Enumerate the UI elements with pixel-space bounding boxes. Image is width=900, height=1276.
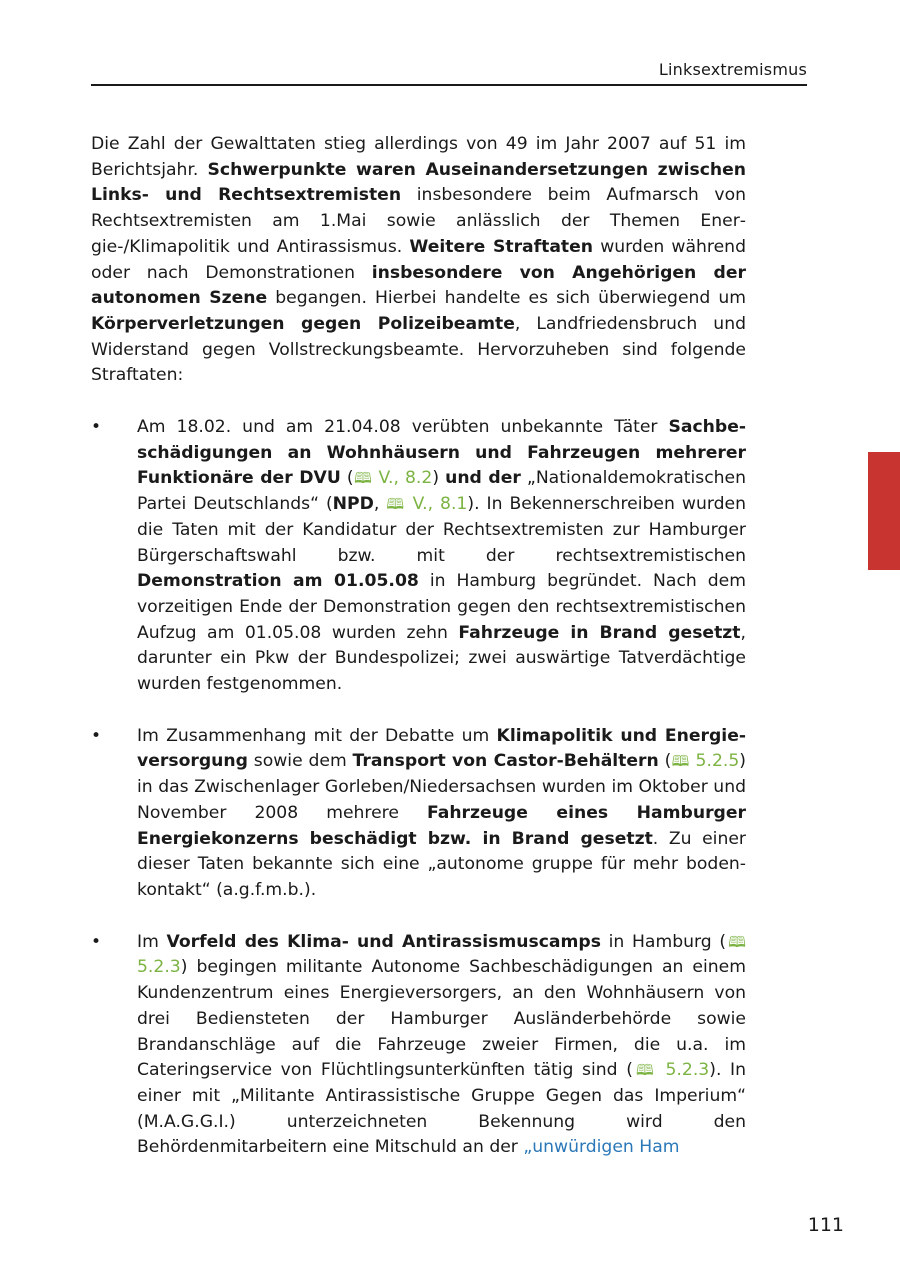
list-item-text: Im Zusammenhang mit der Debatte um Klimapolitik und Energieversorgung sowie dem Transport von Castor-Behältern (🕮 5.2.5) in das Zwischenlager Gorleben/Niedersachsen wurden im Oktober und November 2008 mehrere Fahrzeuge eines Hamburger Energiekonzerns beschädigt bzw. in Brand gesetzt. Zu einer dieser Taten bekannte sich eine „autonome gruppe für mehr bodenkontakt“ (a.g.f.m.b.). xyxy=(137,725,746,900)
emphasis-text: Klimapolitik und Energieversorgung xyxy=(137,725,746,772)
body-text xyxy=(91,132,746,1187)
inline-link[interactable]: „unwürdigen Ham xyxy=(523,1137,680,1158)
emphasis-text: Sachbeschädigungen an Wohnhäusern und Fahrzeugen mehrerer Funktionäre der DVU xyxy=(137,417,746,489)
list-item xyxy=(91,930,746,1161)
book-icon: 🕮 xyxy=(386,495,406,514)
book-icon: 🕮 xyxy=(353,469,373,488)
book-icon: 🕮 xyxy=(671,752,690,771)
emphasis-text: NPD xyxy=(332,494,374,515)
list-item xyxy=(91,724,746,904)
book-icon: 🕮 xyxy=(632,1061,657,1080)
emphasis-text: insbesondere von Angehörigen der autonomen Szene xyxy=(91,262,746,309)
emphasis-text: Körperverletzungen gegen Polizeibeamte xyxy=(91,313,515,334)
intro-paragraph: Die Zahl der Gewalttaten stieg allerdings von 49 im Jahr 2007 auf 51 im Berichtsjahr. Schwerpunkte waren Auseinandersetzungen zwischen Links- und Rechtsextremisten insbesondere beim Aufmarsch von Rechtsextremisten am 1.Mai sowie anlässlich der Themen Energie-/Klimapolitik und Antirassismus. Weitere Straftaten wurden während oder nach Demonstrationen insbesondere von Angehörigen der autonomen Szene begangen. Hierbei handelte es sich überwiegend um Körperverletzungen gegen Polizeibeamte, Landfriedensbruch und Widerstand gegen Vollstreckungsbeamte. Hervorzuheben sind folgende Straftaten: xyxy=(91,134,747,386)
emphasis-text: Fahrzeuge in Brand gesetzt xyxy=(458,622,741,643)
cross-reference-text: 5.2.5 xyxy=(689,751,740,772)
emphasis-text: Vorfeld des Klima- und Antirassismuscamps xyxy=(166,931,601,952)
emphasis-text: und der xyxy=(445,468,521,489)
list-item xyxy=(91,415,746,698)
bullet-icon: • xyxy=(91,931,102,952)
page-number: 111 xyxy=(807,1214,844,1236)
list-item-text: Im Vorfeld des Klima- und Antirassismuscamps in Hamburg (🕮 5.2.3) begingen militante Autonome Sachbeschädigungen an einem Kundenzentrum eines Energieversorgers, an den Wohnhäusern von drei Bediensteten der Hamburger Ausländerbehörde sowie Brandanschläge auf die Fahrzeuge zweier Firmen, die u.a. im Cateringservice von Flüchtlingsunterkünften tätig sind (🕮 5.2.3). In einer mit „Militante Antirassistische Gruppe Gegen das Imperium“ (M.A.G.G.I.) unterzeichneten Bekennung wird den Behördenmitarbeitern eine Mitschuld an der „unwürdigen Ham xyxy=(137,931,746,1158)
bullet-icon: • xyxy=(91,417,102,438)
emphasis-text: Demonstration am 01.05.08 xyxy=(137,571,419,592)
chapter-tab-marker xyxy=(868,452,900,570)
header-rule xyxy=(91,84,807,86)
section-title: Linksextremismus xyxy=(658,60,807,79)
cross-reference-text: V., 8.1 xyxy=(405,494,468,515)
emphasis-text: Weitere Straftaten xyxy=(409,236,594,257)
list-item-text: Am 18.02. und am 21.04.08 verübten unbekannte Täter Sachbeschädigungen an Wohnhäusern und Fahrzeugen mehrerer Funktionäre der DVU (🕮 V., 8.2) und der „Nationaldemokratischen Partei Deutschlands“ (NPD, 🕮 V., 8.1). In Bekennerschreiben wurden die Taten mit der Kandidatur der Rechtsextremisten zur Hamburger Bürgerschaftswahl bzw. mit der rechtsextremistischen Demonstration am 01.05.08 in Hamburg begründet. Nach dem vorzeitigen Ende der Demonstration gegen den rechtsextremistischen Aufzug am 01.05.08 wurden zehn Fahrzeuge in Brand gesetzt, darunter ein Pkw der Bundespolizei; zwei auswärtige Tatverdächtige wurden festgenommen. xyxy=(137,417,747,695)
running-header xyxy=(91,60,807,79)
cross-reference-link[interactable] xyxy=(386,494,467,514)
cross-reference-link[interactable] xyxy=(633,1060,709,1080)
cross-reference-link[interactable] xyxy=(671,751,739,771)
book-icon: 🕮 xyxy=(726,932,746,951)
cross-reference-text: 5.2.3 xyxy=(656,1060,710,1081)
emphasis-text: Schwerpunkte waren Auseinandersetzungen zwischen Links- und Rechtsextremisten xyxy=(91,159,747,206)
emphasis-text: Transport von Castor-Behältern xyxy=(352,751,659,772)
cross-reference-text: 5.2.3 xyxy=(137,957,181,978)
emphasis-text: Fahrzeuge eines Hamburger Energiekonzerns beschädigt bzw. in Brand gesetzt xyxy=(137,802,746,849)
bullet-icon: • xyxy=(91,725,102,746)
cross-reference-text: V., 8.2 xyxy=(372,468,433,489)
cross-reference-link[interactable] xyxy=(354,468,433,488)
